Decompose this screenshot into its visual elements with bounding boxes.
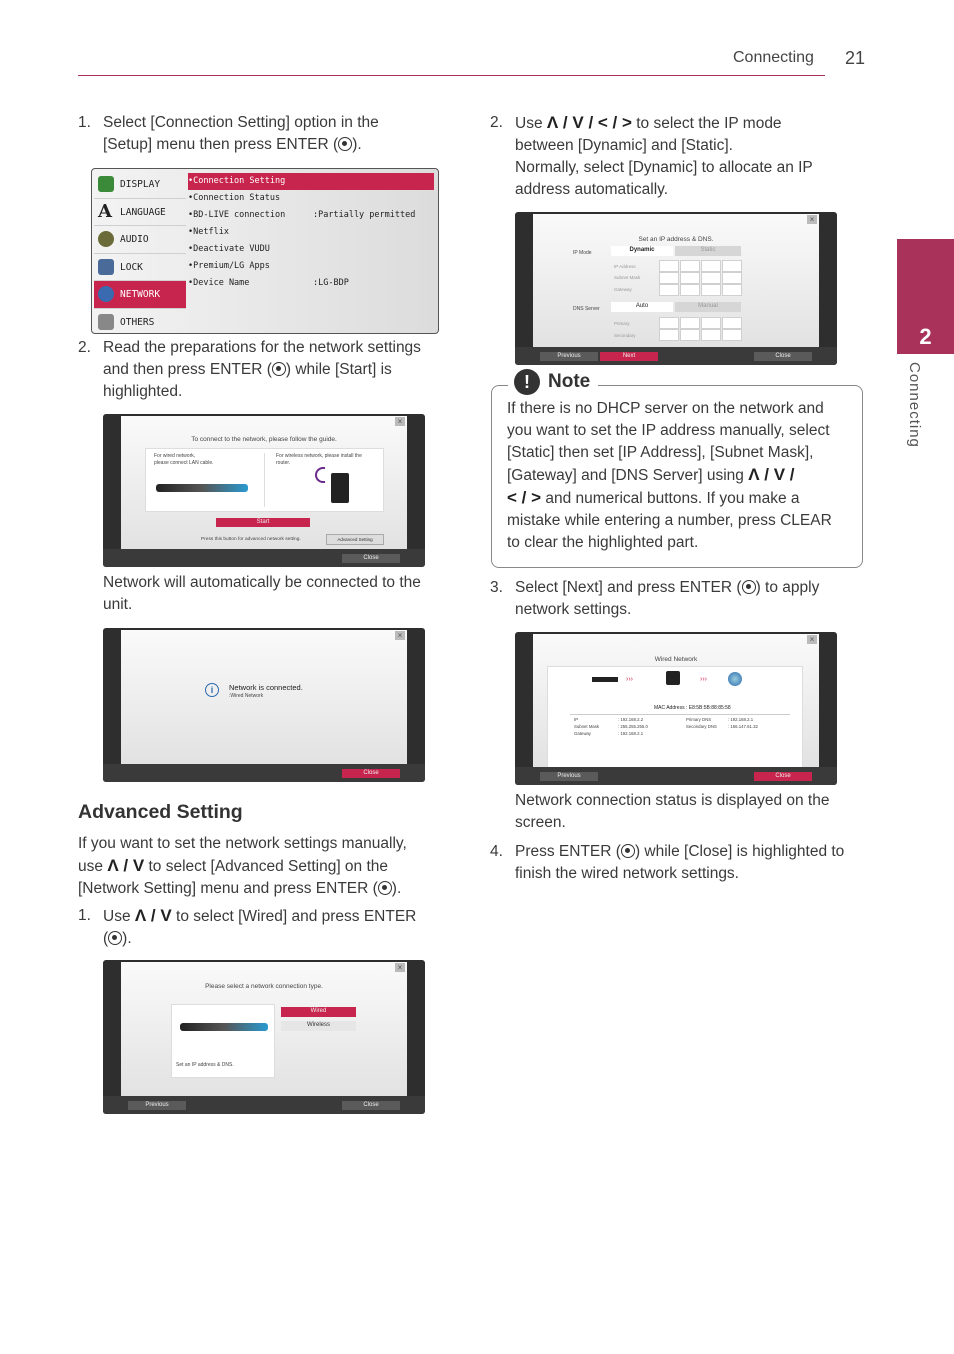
setup-menu-screen <box>91 168 439 334</box>
close-icon[interactable]: × <box>395 631 405 640</box>
step-number: 2. <box>78 339 91 356</box>
ip-settings-title: Set an IP address & DNS. <box>638 236 714 243</box>
step-number: 2. <box>490 114 503 131</box>
start-button[interactable]: Start <box>216 518 310 527</box>
text-line: If there is no DHCP server on the network and <box>507 400 824 417</box>
step-number: 1. <box>78 907 91 924</box>
up-down-arrows-icon: Λ / V <box>134 906 172 925</box>
text-line: Read the preparations for the network settings <box>103 339 421 356</box>
text-line: screen. <box>515 814 566 831</box>
wireless-signal-icon <box>315 467 325 483</box>
gateway-value: : 192.168.2.1 <box>618 731 644 736</box>
setup-menu-categories <box>94 171 186 331</box>
ip-value: : 192.168.2.2 <box>618 717 644 722</box>
text-line: highlighted. <box>103 383 183 400</box>
close-icon[interactable]: × <box>807 215 817 224</box>
text-span: ). <box>391 880 402 897</box>
subnet-field[interactable] <box>659 272 679 284</box>
option-value: :Partially permitted <box>313 210 416 220</box>
option-label: •Connection Status <box>188 193 281 203</box>
connection-hint: Set an IP address & DNS. <box>176 1062 234 1068</box>
status-box <box>547 666 803 768</box>
text-span: Use <box>515 115 547 132</box>
text-line <box>515 841 860 863</box>
text-span: to select [Wired] and press ENTER <box>171 908 417 925</box>
previous-button[interactable]: Previous <box>540 772 598 781</box>
menu-item-label: LANGUAGE <box>120 206 166 218</box>
text-line: unit. <box>103 596 133 613</box>
close-icon[interactable]: × <box>395 417 405 426</box>
menu-item-network <box>94 281 186 309</box>
text-span: Select [Next] and press ENTER ( <box>515 579 742 596</box>
enter-icon <box>621 844 635 858</box>
wireless-instruction: For wireless network, please install the router. <box>276 453 362 466</box>
text-line: [Static] then set [IP Address], [Subnet Mask], <box>507 444 814 461</box>
screen-bottom-bar <box>515 347 837 365</box>
text-line: Network will automatically be connected to the <box>103 574 421 591</box>
advanced-step-1-text <box>103 905 443 950</box>
internet-globe-icon <box>728 672 742 686</box>
status-displayed-text <box>515 790 860 834</box>
gateway-field[interactable] <box>659 284 679 296</box>
option-netflix <box>188 224 434 241</box>
screen-bottom-bar <box>515 767 837 785</box>
option-connection-setting <box>188 173 434 190</box>
finish-step-text <box>515 841 860 885</box>
router-icon <box>331 473 349 503</box>
text-line <box>103 359 448 381</box>
up-down-arrows-icon: Λ / V <box>107 856 145 875</box>
network-guide-screen <box>103 414 425 567</box>
text-span: Press ENTER ( <box>515 843 621 860</box>
lock-icon <box>98 259 114 275</box>
connection-type-title: Please select a network connection type. <box>205 983 323 990</box>
option-label: •Device Name <box>188 278 250 288</box>
ip-field[interactable] <box>722 260 742 272</box>
connected-title: Network is connected. <box>229 683 303 692</box>
ip-label: IP <box>574 717 579 722</box>
text-span: ). <box>352 136 362 153</box>
guide-title: To connect to the network, please follow the guide. <box>191 436 337 443</box>
text-line: between [Dynamic] and [Static]. <box>515 137 733 154</box>
step-2-text <box>103 337 448 403</box>
menu-item-language <box>94 199 186 227</box>
ip-settings-screen <box>515 212 837 365</box>
option-label: •BD-LIVE connection <box>188 210 286 220</box>
text-line <box>515 112 860 135</box>
gateway-field[interactable] <box>680 284 700 296</box>
screen-panel <box>121 962 407 1096</box>
menu-item-label: DISPLAY <box>120 179 161 190</box>
screen-panel <box>533 634 819 767</box>
close-button[interactable]: Close <box>342 769 400 778</box>
option-label: •Deactivate VUDU <box>188 244 270 254</box>
text-line: network settings. <box>515 601 632 618</box>
option-label: •Netflix <box>188 227 229 237</box>
wired-network-title: Wired Network <box>654 656 698 663</box>
option-vudu <box>188 241 434 258</box>
text-line: address automatically. <box>515 181 669 198</box>
screen-panel <box>121 630 407 764</box>
text-line: Network connection status is displayed on the <box>515 792 830 809</box>
text-span: and then press ENTER ( <box>103 361 272 378</box>
network-connected-screen <box>103 628 425 782</box>
exclamation-icon: ! <box>514 369 540 395</box>
wireless-option[interactable]: Wireless <box>281 1021 356 1031</box>
text-line: Select [Connection Setting] option in the <box>103 114 379 131</box>
primary-dns-field[interactable] <box>680 317 700 329</box>
close-button[interactable]: Close <box>754 772 812 781</box>
info-icon: i <box>205 683 219 697</box>
ip-address-label: IP Address <box>614 264 636 269</box>
ip-mode-label: IP Mode <box>573 250 592 256</box>
ip-field[interactable] <box>701 260 721 272</box>
text-span: ) while [Close] is highlighted to <box>634 843 845 860</box>
network-icon <box>98 286 114 302</box>
dns-manual-option[interactable]: Manual <box>675 302 741 312</box>
option-label: •Connection Setting <box>188 176 286 186</box>
text-span: [Setup] menu then press ENTER ( <box>103 136 339 153</box>
speaker-icon <box>98 231 114 247</box>
secondary-dns-field[interactable] <box>701 329 721 341</box>
option-device-name <box>188 275 434 292</box>
primary-dns-field[interactable] <box>701 317 721 329</box>
subnet-value: : 255.255.255.0 <box>618 724 648 729</box>
screen-bottom-bar <box>103 1096 425 1114</box>
enter-icon <box>378 881 392 895</box>
previous-button[interactable]: Previous <box>540 352 598 361</box>
connected-subtitle: :Wired Network <box>229 693 264 699</box>
previous-button[interactable]: Previous <box>128 1101 186 1110</box>
header-rule <box>78 75 825 76</box>
connection-type-screen <box>103 960 425 1114</box>
link-arrows-icon: ››› <box>626 676 633 683</box>
option-bd-live <box>188 207 434 224</box>
connection-preview-box <box>171 1004 275 1078</box>
option-label: •Premium/LG Apps <box>188 261 270 271</box>
primary-dns-label: Primary DNS <box>686 717 712 722</box>
menu-item-lock <box>94 254 186 282</box>
header-section-title: Connecting <box>733 49 814 66</box>
router-icon <box>666 671 680 685</box>
close-button[interactable]: Close <box>342 1101 400 1110</box>
text-span: ) while [Start] is <box>285 361 392 378</box>
advanced-setting-button[interactable]: Advanced Setting <box>326 534 384 545</box>
player-icon <box>592 677 618 682</box>
chapter-label: Connecting <box>906 362 923 448</box>
lan-cable-icon <box>180 1023 268 1031</box>
close-button[interactable]: Close <box>754 352 812 361</box>
text-line <box>515 577 860 599</box>
step-number: 3. <box>490 579 503 596</box>
gateway-field[interactable] <box>701 284 721 296</box>
menu-item-label: AUDIO <box>120 234 149 245</box>
ip-field[interactable] <box>680 260 700 272</box>
option-value: :LG-BDP <box>313 278 349 288</box>
secondary-dns-label: Secondary <box>614 333 636 338</box>
text-line: finish the wired network settings. <box>515 865 739 882</box>
text-span: to select [Advanced Setting] on the <box>144 858 389 875</box>
text-line <box>103 134 433 156</box>
dynamic-option[interactable]: Dynamic <box>611 246 673 256</box>
text-line: If you want to set the network settings manually, <box>78 835 407 852</box>
chapter-tab <box>897 239 954 354</box>
close-button[interactable]: Close <box>342 554 400 563</box>
ip-field[interactable] <box>659 260 679 272</box>
secondary-dns-value: : 156.147.61.32 <box>728 724 758 729</box>
note-heading <box>508 369 598 395</box>
advanced-hint: Press this button for advanced network setting. <box>201 537 301 542</box>
dns-server-label: DNS Server <box>573 306 600 312</box>
direction-arrows-icon: Λ / V / < / > <box>546 113 632 132</box>
text-line: mistake while entering a number, press CLEAR <box>507 512 832 529</box>
menu-item-display <box>94 171 186 199</box>
left-right-arrows-icon: < / > <box>507 488 542 507</box>
text-span: ) to apply <box>755 579 820 596</box>
language-icon: A <box>98 200 112 222</box>
enter-icon <box>272 362 286 376</box>
note-title: Note <box>548 371 591 392</box>
text-line <box>78 878 438 900</box>
enter-icon <box>338 137 352 151</box>
link-arrows-icon: ››› <box>700 676 707 683</box>
close-icon[interactable]: × <box>807 635 817 644</box>
network-options <box>188 173 434 329</box>
guide-divider <box>264 453 265 507</box>
text-span: and numerical buttons. If you make a <box>541 490 800 507</box>
menu-item-label: NETWORK <box>120 289 161 300</box>
wired-option[interactable]: Wired <box>281 1007 356 1017</box>
enter-icon <box>108 931 122 945</box>
gateway-label: Gateway <box>614 287 632 292</box>
option-premium <box>188 258 434 275</box>
primary-dns-field[interactable] <box>659 317 679 329</box>
secondary-dns-field[interactable] <box>659 329 679 341</box>
display-icon <box>98 176 114 192</box>
wired-network-status-screen <box>515 632 837 785</box>
screen-bottom-bar <box>103 549 425 567</box>
chapter-number: 2 <box>919 324 932 349</box>
screen-panel <box>121 416 407 549</box>
static-option[interactable]: Static <box>675 246 741 256</box>
secondary-dns-field[interactable] <box>680 329 700 341</box>
menu-item-others <box>94 309 186 335</box>
advanced-setting-heading: Advanced Setting <box>78 801 243 823</box>
subnet-field[interactable] <box>680 272 700 284</box>
secondary-dns-label: Secondary DNS <box>686 724 717 729</box>
up-down-arrows-icon: Λ / V / <box>748 465 795 484</box>
apply-step-text <box>515 577 860 621</box>
primary-dns-field[interactable] <box>722 317 742 329</box>
text-line: to clear the highlighted part. <box>507 534 699 551</box>
step-number: 4. <box>490 843 503 860</box>
menu-item-audio <box>94 226 186 254</box>
text-line: Normally, select [Dynamic] to allocate an IP <box>515 159 813 176</box>
lan-cable-icon <box>156 484 248 492</box>
text-span: [Gateway] and [DNS Server] using <box>507 467 749 484</box>
wired-instruction: For wired network, please connect LAN cable. <box>154 453 214 466</box>
text-span: [Network Setting] menu and press ENTER ( <box>78 880 378 897</box>
gateway-field[interactable] <box>722 284 742 296</box>
text-line: you want to set the IP address manually, select <box>507 422 830 439</box>
ip-mode-step-text <box>515 112 860 201</box>
primary-dns-value: : 192.168.2.1 <box>728 717 754 722</box>
text-span: to select the IP mode <box>631 115 782 132</box>
enter-icon <box>742 580 756 594</box>
others-icon <box>98 314 114 330</box>
subnet-label: Subnet Mask <box>574 724 600 729</box>
subnet-field[interactable] <box>701 272 721 284</box>
screen-panel <box>533 214 819 347</box>
guide-box <box>145 448 384 512</box>
dns-auto-option[interactable]: Auto <box>611 302 673 312</box>
text-line <box>507 487 857 510</box>
status-divider <box>570 714 790 715</box>
close-icon[interactable]: × <box>395 963 405 972</box>
screen-bottom-bar <box>103 764 425 782</box>
subnet-field[interactable] <box>722 272 742 284</box>
text-line <box>103 928 443 950</box>
next-button[interactable]: Next <box>600 352 658 361</box>
text-span: ). <box>122 930 132 947</box>
step-number: 1. <box>78 114 91 131</box>
step-1-text <box>103 112 433 156</box>
primary-dns-label: Primary <box>614 321 630 326</box>
advanced-setting-intro <box>78 833 438 900</box>
auto-connect-text <box>103 572 453 616</box>
menu-item-label: LOCK <box>120 261 143 273</box>
text-line <box>507 464 857 487</box>
text-span: ( <box>103 930 109 947</box>
page-number: 21 <box>845 48 866 68</box>
text-line <box>78 855 438 878</box>
note-text <box>507 398 857 554</box>
mac-address: MAC Address : E8:5B:5B:88:85:58 <box>654 705 731 711</box>
subnet-label: Subnet Mask <box>614 275 641 280</box>
text-line <box>103 905 443 928</box>
text-span: Use <box>103 908 135 925</box>
menu-item-label: OTHERS <box>120 316 155 328</box>
option-connection-status <box>188 190 434 207</box>
gateway-label: Gateway <box>574 731 591 736</box>
secondary-dns-field[interactable] <box>722 329 742 341</box>
text-span: use <box>78 858 108 875</box>
